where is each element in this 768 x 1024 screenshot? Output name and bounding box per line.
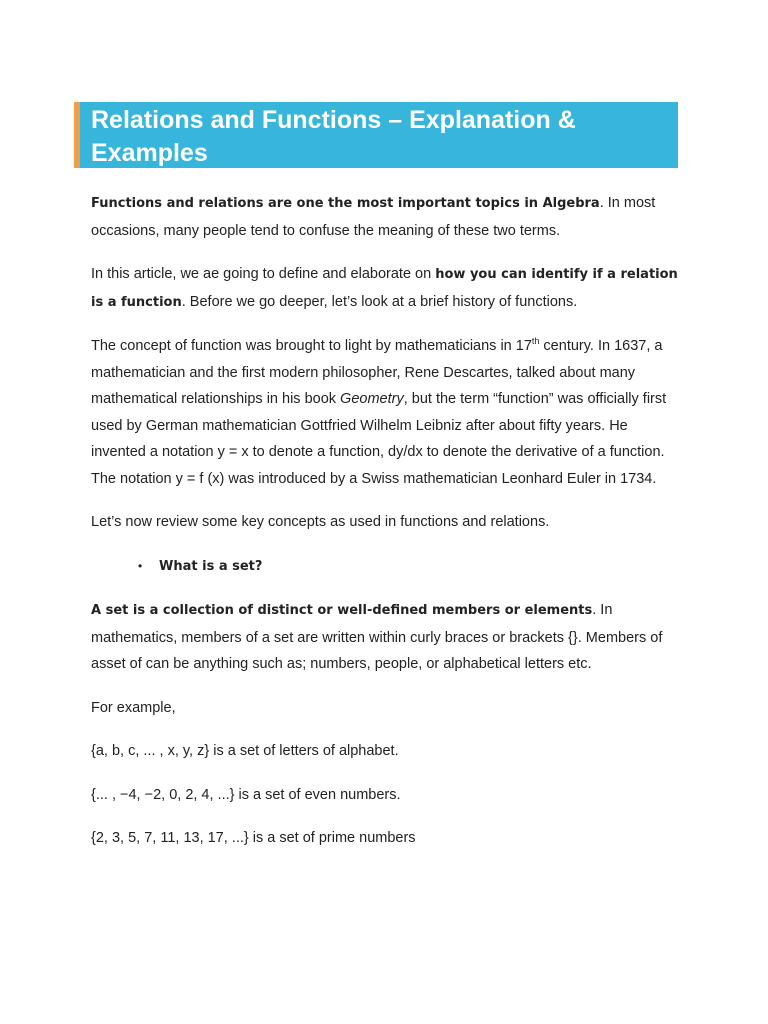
article-body: [91, 190, 681, 869]
history-text-a: The concept of function was brought to light by mathematicians in 17: [91, 338, 532, 354]
history-paragraph: [91, 333, 681, 492]
bullet-list: [91, 553, 681, 581]
purpose-bold-text: how you can identify if a relation is a function: [91, 267, 678, 310]
history-text-c: , but the term “function” was officially first used by German mathematician Gottfried Wilhelm Leibniz after about fifty years. He invented a notation y = x to denote a function, dy/dx to denote the derivative of a function. The notation y = f (x) was introduced by a Swiss mathematician Leonhard Euler in 1734.: [91, 391, 667, 487]
example-prime-numbers-set: {2, 3, 5, 7, 11, 13, 17, ...} is a set of prime numbers: [91, 830, 416, 846]
purpose-text-rest: . Before we go deeper, let’s look at a brief history of functions.: [181, 293, 578, 310]
title-banner: [74, 102, 678, 168]
purpose-text-start: In this article, we ae going to define and elaborate on: [91, 266, 436, 282]
set-definition-text: . In mathematics, members of a set are written within curly braces or brackets {}. Members of asset of can be anything such as; numbers, people, or alphabetical letters etc.: [91, 602, 663, 672]
key-concepts-paragraph: Let’s now review some key concepts as used in functions and relations.: [91, 514, 550, 530]
set-definition-bold-text: A set is a collection of distinct or well-defined members or elements: [91, 603, 593, 618]
example-alphabet-set: {a, b, c, ... , x, y, z} is a set of letters of alphabet.: [91, 743, 399, 759]
for-example-paragraph: For example,: [91, 699, 176, 716]
bullet-heading-what-is-a-set: What is a set?: [159, 558, 263, 574]
intro-paragraph: [91, 190, 681, 244]
article-purpose-paragraph: [91, 261, 681, 316]
history-text-b: century. In 1637, a mathematician and the first modern philosopher, Rene Descartes, talked about many mathematical relationships in his book: [91, 338, 663, 407]
bullet-icon: •: [138, 558, 143, 573]
intro-bold-text: Functions and relations are one the most important topics in Algebra: [91, 196, 600, 211]
set-definition-paragraph: [91, 597, 681, 678]
example-even-numbers-set: {... , −4, −2, 0, 2, 4, ...} is a set of even numbers.: [91, 786, 401, 803]
list-item: [91, 553, 681, 581]
superscript-th: th: [531, 336, 540, 346]
intro-text: . In most occasions, many people tend to confuse the meaning of these two terms.: [91, 195, 656, 239]
page-title: Relations and Functions – Explanation & Examples: [91, 106, 576, 167]
book-title-geometry: Geometry: [340, 391, 404, 407]
